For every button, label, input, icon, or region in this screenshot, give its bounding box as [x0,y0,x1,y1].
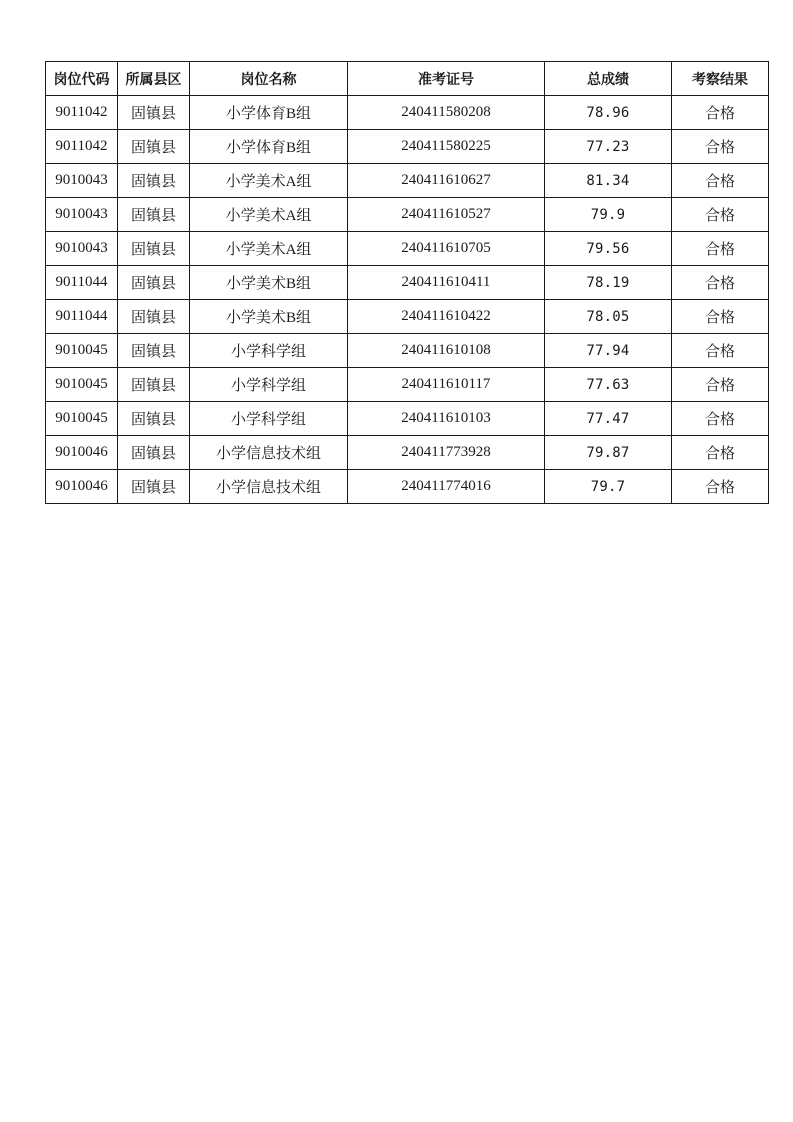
table-row [46,232,769,266]
cell-total-score: 79.7 [545,470,672,504]
cell-county: 固镇县 [118,300,190,334]
cell-position-code: 9010043 [46,232,118,266]
cell-ticket-number: 240411610108 [348,334,545,368]
cell-position-code: 9010043 [46,164,118,198]
cell-position-name: 小学美术A组 [190,164,348,198]
cell-ticket-number: 240411773928 [348,436,545,470]
cell-position-name: 小学体育B组 [190,96,348,130]
cell-total-score: 77.47 [545,402,672,436]
cell-inspection-result: 合格 [672,402,769,436]
cell-position-code: 9011044 [46,266,118,300]
cell-position-name: 小学体育B组 [190,130,348,164]
cell-total-score: 79.56 [545,232,672,266]
cell-position-name: 小学美术B组 [190,266,348,300]
header-inspection-result: 考察结果 [672,62,769,96]
cell-position-name: 小学科学组 [190,334,348,368]
cell-ticket-number: 240411610527 [348,198,545,232]
table-row [46,436,769,470]
cell-position-code: 9010045 [46,402,118,436]
cell-county: 固镇县 [118,436,190,470]
table-row [46,470,769,504]
header-total-score: 总成绩 [545,62,672,96]
cell-position-code: 9010046 [46,436,118,470]
cell-position-name: 小学信息技术组 [190,470,348,504]
cell-county: 固镇县 [118,164,190,198]
cell-total-score: 81.34 [545,164,672,198]
cell-county: 固镇县 [118,266,190,300]
header-county: 所属县区 [118,62,190,96]
header-ticket-number: 准考证号 [348,62,545,96]
table-row [46,266,769,300]
cell-total-score: 78.05 [545,300,672,334]
cell-position-name: 小学信息技术组 [190,436,348,470]
cell-total-score: 77.94 [545,334,672,368]
cell-total-score: 77.63 [545,368,672,402]
cell-total-score: 79.9 [545,198,672,232]
cell-inspection-result: 合格 [672,300,769,334]
cell-position-name: 小学科学组 [190,368,348,402]
header-position-name: 岗位名称 [190,62,348,96]
cell-inspection-result: 合格 [672,368,769,402]
cell-ticket-number: 240411610103 [348,402,545,436]
cell-county: 固镇县 [118,334,190,368]
cell-total-score: 77.23 [545,130,672,164]
table-row [46,402,769,436]
cell-position-name: 小学美术A组 [190,198,348,232]
cell-ticket-number: 240411610422 [348,300,545,334]
cell-total-score: 78.19 [545,266,672,300]
cell-position-code: 9011042 [46,130,118,164]
table-row [46,198,769,232]
cell-inspection-result: 合格 [672,266,769,300]
cell-ticket-number: 240411610411 [348,266,545,300]
table-row [46,164,769,198]
cell-ticket-number: 240411610705 [348,232,545,266]
cell-position-code: 9010043 [46,198,118,232]
cell-inspection-result: 合格 [672,164,769,198]
table-row [46,334,769,368]
cell-inspection-result: 合格 [672,96,769,130]
table-row [46,300,769,334]
cell-inspection-result: 合格 [672,130,769,164]
cell-county: 固镇县 [118,402,190,436]
cell-county: 固镇县 [118,232,190,266]
table-row [46,96,769,130]
cell-ticket-number: 240411774016 [348,470,545,504]
cell-total-score: 79.87 [545,436,672,470]
cell-ticket-number: 240411580208 [348,96,545,130]
cell-position-code: 9010045 [46,334,118,368]
cell-total-score: 78.96 [545,96,672,130]
table-header [46,62,769,96]
cell-position-name: 小学科学组 [190,402,348,436]
cell-position-code: 9010046 [46,470,118,504]
cell-position-code: 9011044 [46,300,118,334]
cell-county: 固镇县 [118,198,190,232]
cell-position-code: 9011042 [46,96,118,130]
table-row [46,368,769,402]
cell-ticket-number: 240411580225 [348,130,545,164]
results-table [45,61,769,504]
cell-county: 固镇县 [118,470,190,504]
cell-county: 固镇县 [118,130,190,164]
header-row [46,62,769,96]
cell-ticket-number: 240411610627 [348,164,545,198]
cell-inspection-result: 合格 [672,334,769,368]
cell-position-name: 小学美术B组 [190,300,348,334]
cell-county: 固镇县 [118,96,190,130]
cell-position-name: 小学美术A组 [190,232,348,266]
header-position-code: 岗位代码 [46,62,118,96]
cell-inspection-result: 合格 [672,232,769,266]
table-row [46,130,769,164]
cell-county: 固镇县 [118,368,190,402]
cell-inspection-result: 合格 [672,198,769,232]
cell-inspection-result: 合格 [672,470,769,504]
cell-inspection-result: 合格 [672,436,769,470]
table-body [46,96,769,504]
cell-ticket-number: 240411610117 [348,368,545,402]
cell-position-code: 9010045 [46,368,118,402]
